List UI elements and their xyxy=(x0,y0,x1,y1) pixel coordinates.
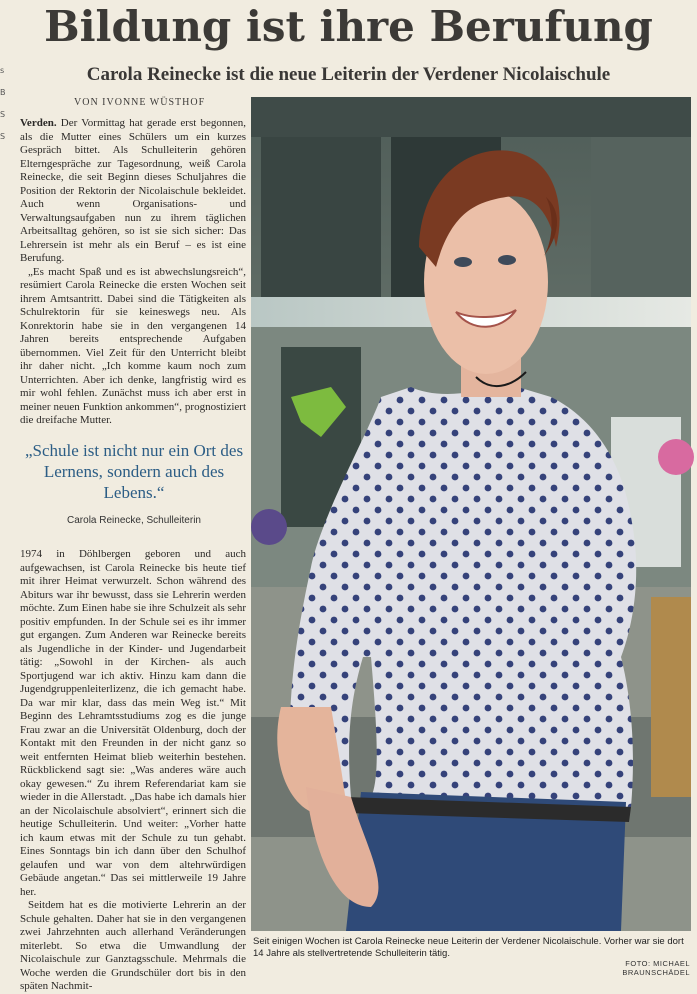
article-column-1 xyxy=(20,117,246,426)
portrait-photo xyxy=(251,97,691,931)
paragraph-1 xyxy=(20,117,246,266)
adjacent-column-edge: s B S S xyxy=(0,66,6,141)
dateline: Verden. xyxy=(20,117,57,129)
pull-quote-attribution: Carola Reinecke, Schulleiterin xyxy=(67,515,201,526)
paragraph-1-text: Der Vormittag hat gerade erst begonnen, als die Mutter eines Schülers um ein kurzes Gespräch bittet. Als Schulleiterin gehören Elterngespräche zur Tagesordnung, weiß Carola Reinecke, die seit Beginn dieses Schuljahres die Position der Rektorin der Nicolaischule bekleidet. Auch wenn Organisations- und Verwaltungsaufgaben nun zu ihrem täglichen Arbeitsalltag gehören, so ist sie sich sicher: Das Lehrersein ist mehr als ein Beruf – es ist eine Berufung. xyxy=(20,117,246,264)
headline: Bildung ist ihre Berufung xyxy=(44,2,653,51)
article-column-2 xyxy=(20,548,246,992)
paragraph-2: „Es macht Spaß und es ist abwechslungsreich“, resümiert Carola Reinecke die ersten Wochen seit ihrem Amtsantritt. Dabei sind die Tätigkeiten als Schulrektorin für sie keineswegs neu. Als Konrektorin habe sie in den vergangenen 14 Jahren bereits entsprechende Aufgaben übernommen. Viel Zeit für den Unterricht bleibt ihr daher nicht. „Ich komme kaum noch zum Unterrichten. Aber ich denke, langfristig wird es mir wohl fehlen. Zunächst muss ich aber erst in meiner neuen Funktion ankommen“, prognostiziert die dreifache Mutter. xyxy=(20,265,246,426)
photo-caption: Seit einigen Wochen ist Carola Reinecke neue Leiterin der Verdener Nicolaischule. Vorher war sie dort 14 Jahre als stellvertretende Schulleiterin tätig. xyxy=(253,936,684,959)
photo-credit: FOTO: MICHAEL BRAUNSCHÄDEL xyxy=(622,959,690,977)
pull-quote: „Schule ist nicht nur ein Ort des Lernens, sondern auch des Lebens.“ xyxy=(24,441,244,502)
subheadline: Carola Reinecke ist die neue Leiterin der Verdener Nicolaischule xyxy=(86,64,611,85)
paragraph-4: Seitdem hat es die motivierte Lehrerin an der Schule gehalten. Daher hat sie in den vergangenen zwei Jahrzehnten auch allerhand Veränderungen miterlebt. So etwa die Umwandlung der Nicolaischule zur Ganztagsschule. Mehrmals die Woche werden die Grundschüler dort bis in den späten Nachmit- xyxy=(20,899,246,992)
author-byline: VON IVONNE WÜSTHOF xyxy=(74,97,206,108)
paragraph-3: 1974 in Döhlbergen geboren und auch aufgewachsen, ist Carola Reinecke bis heute tief mit ihrer Heimat verwurzelt. Schon während des Abiturs war ihr bewusst, dass sie Lehrerin werden möchte. Zum Einen habe sie ihre Schulzeit als sehr positiv empfunden. In der Schule sei es ihr immer gut ergangen. Zum Anderen war Reinecke bereits als Jugendliche in der Kinder- und Jugendarbeit tätig: „Sowohl in der Kirchen- als auch Sportjugend war ich aktiv. Hinzu kam dann die Jugendgruppenleiterlizenz, die ich gemacht habe. Da war mir klar, dass das mein Weg ist.“ Mit Beginn des Lehramtsstudiums zog es die junge Frau zwar an die Universität Oldenburg, doch der Kontakt mit den Freunden in der nicht ganz so weit entfernten Heimat blieb weiterhin bestehen. Rückblickend sagt sie: „Was anderes wäre auch okay gewesen.“ Zu ihrem Referendariat kam sie wieder in die Allerstadt. „Das habe ich damals hier an der Nicolaischule absolviert“, erinnert sich die heutige Schulleiterin. Und weiter: „Vorher hatte ich kaum etwas mit der Schule zu tun gehabt. Eines Sonntags bin ich dann über den Schulhof gelaufen und war von dem altehrwürdigen Gebäude angetan.“ Das sei mittlerweile 19 Jahre her. xyxy=(20,548,246,898)
